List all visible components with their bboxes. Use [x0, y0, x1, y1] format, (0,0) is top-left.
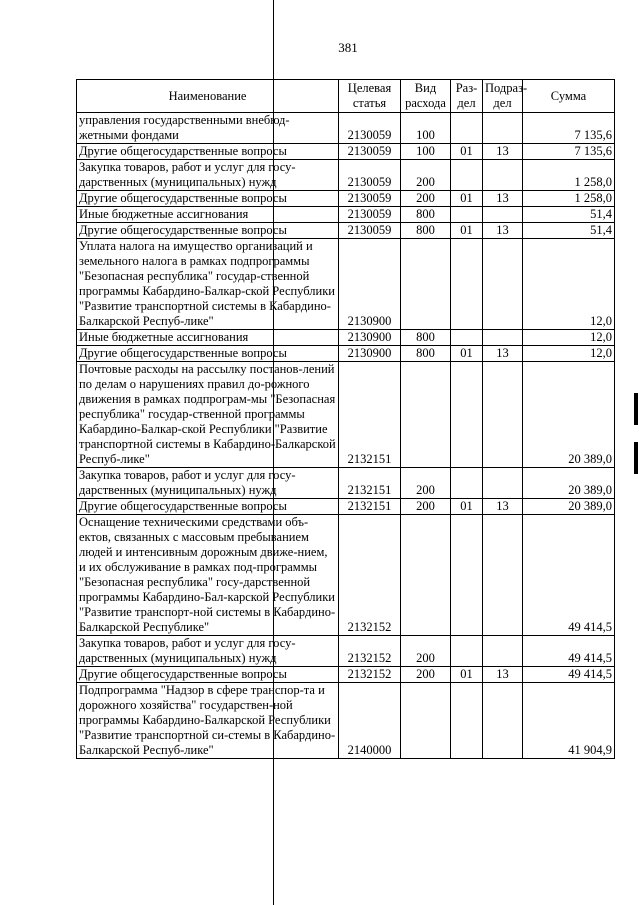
row-amount: 1 258,0 [523, 191, 615, 207]
table-row [77, 667, 615, 683]
row-target-article: 2130059 [339, 160, 401, 191]
budget-table [76, 79, 615, 759]
row-name: управления государственными внебюд-жетными фондами [77, 113, 339, 144]
row-name: Иные бюджетные ассигнования [77, 330, 339, 346]
row-amount: 49 414,5 [523, 636, 615, 667]
row-subsection: 13 [483, 191, 523, 207]
row-name: Другие общегосударственные вопросы [77, 346, 339, 362]
page-number: 381 [338, 40, 358, 55]
row-subsection [483, 239, 523, 330]
row-name: Другие общегосударственные вопросы [77, 144, 339, 160]
header-amount: Сумма [523, 80, 615, 113]
row-expense-type: 800 [401, 207, 451, 223]
header-target-article: Целевая статья [339, 80, 401, 113]
table-row [77, 160, 615, 191]
row-subsection [483, 207, 523, 223]
row-section [451, 636, 483, 667]
row-name: Другие общегосударственные вопросы [77, 223, 339, 239]
row-expense-type: 800 [401, 223, 451, 239]
row-section [451, 113, 483, 144]
row-section [451, 362, 483, 468]
row-section: 01 [451, 223, 483, 239]
row-section [451, 683, 483, 759]
edge-mark-upper [634, 393, 638, 425]
row-name: Иные бюджетные ассигнования [77, 207, 339, 223]
table-row [77, 223, 615, 239]
row-subsection: 13 [483, 144, 523, 160]
row-subsection [483, 330, 523, 346]
row-name: Почтовые расходы на рассылку постанов-лений по делам о нарушениях правил до-рожного движения в рамках подпрограм-мы "Безопасная республика" государ-ственной программы Кабардино-Балкар-ской Республики "Развитие транспортной системы в Кабардино-Балкарской Респуб-лике" [77, 362, 339, 468]
header-section: Раз-дел [451, 80, 483, 113]
row-target-article: 2132152 [339, 667, 401, 683]
row-expense-type: 100 [401, 113, 451, 144]
row-section: 01 [451, 144, 483, 160]
table-row [77, 191, 615, 207]
row-section [451, 207, 483, 223]
row-expense-type: 100 [401, 144, 451, 160]
row-name: Закупка товаров, работ и услуг для госу-дарственных (муниципальных) нужд [77, 636, 339, 667]
row-expense-type [401, 515, 451, 636]
row-section [451, 239, 483, 330]
row-target-article: 2130059 [339, 223, 401, 239]
header-expense-type: Вид расхода [401, 80, 451, 113]
table-row [77, 207, 615, 223]
row-target-article: 2132151 [339, 499, 401, 515]
row-amount: 7 135,6 [523, 144, 615, 160]
row-name: Закупка товаров, работ и услуг для госу-дарственных (муниципальных) нужд [77, 468, 339, 499]
row-expense-type: 200 [401, 499, 451, 515]
row-amount: 41 904,9 [523, 683, 615, 759]
table-header-row [77, 80, 615, 113]
table-row [77, 515, 615, 636]
row-amount: 20 389,0 [523, 468, 615, 499]
row-target-article: 2130059 [339, 144, 401, 160]
row-name: Уплата налога на имущество организаций и земельного налога в рамках подпрограммы "Безопасная республика" государ-ственной программы Кабардино-Балкар-ской Республики "Развитие транспортной системы в Кабардино-Балкарской Респуб-лике" [77, 239, 339, 330]
row-expense-type: 200 [401, 667, 451, 683]
row-name: Закупка товаров, работ и услуг для госу-дарственных (муниципальных) нужд [77, 160, 339, 191]
row-amount: 20 389,0 [523, 362, 615, 468]
table-row [77, 362, 615, 468]
row-section [451, 515, 483, 636]
row-amount: 12,0 [523, 330, 615, 346]
table-body [77, 113, 615, 759]
row-target-article: 2132152 [339, 515, 401, 636]
row-expense-type: 200 [401, 468, 451, 499]
row-name: Другие общегосударственные вопросы [77, 667, 339, 683]
row-target-article: 2140000 [339, 683, 401, 759]
row-expense-type [401, 683, 451, 759]
table-row [77, 330, 615, 346]
row-section: 01 [451, 499, 483, 515]
row-section [451, 160, 483, 191]
header-name: Наименование [77, 80, 339, 113]
row-section [451, 330, 483, 346]
row-expense-type [401, 362, 451, 468]
row-target-article: 2130059 [339, 207, 401, 223]
row-target-article: 2130059 [339, 113, 401, 144]
row-target-article: 2130059 [339, 191, 401, 207]
table-row [77, 239, 615, 330]
table-row [77, 113, 615, 144]
row-subsection: 13 [483, 667, 523, 683]
row-amount: 51,4 [523, 223, 615, 239]
table-row [77, 346, 615, 362]
table-row [77, 144, 615, 160]
row-subsection [483, 113, 523, 144]
row-target-article: 2130900 [339, 346, 401, 362]
edge-mark-lower [634, 442, 638, 474]
table-row [77, 499, 615, 515]
row-amount: 12,0 [523, 346, 615, 362]
row-amount: 7 135,6 [523, 113, 615, 144]
row-subsection [483, 468, 523, 499]
row-expense-type: 200 [401, 191, 451, 207]
table-row [77, 683, 615, 759]
row-section [451, 468, 483, 499]
row-amount: 12,0 [523, 239, 615, 330]
row-subsection [483, 160, 523, 191]
row-amount: 1 258,0 [523, 160, 615, 191]
row-expense-type: 200 [401, 636, 451, 667]
row-subsection [483, 683, 523, 759]
row-section: 01 [451, 191, 483, 207]
row-subsection: 13 [483, 499, 523, 515]
row-expense-type: 800 [401, 330, 451, 346]
row-expense-type: 200 [401, 160, 451, 191]
row-amount: 51,4 [523, 207, 615, 223]
row-target-article: 2130900 [339, 330, 401, 346]
row-subsection: 13 [483, 223, 523, 239]
row-subsection: 13 [483, 346, 523, 362]
row-target-article: 2132152 [339, 636, 401, 667]
row-target-article: 2130900 [339, 239, 401, 330]
row-subsection [483, 362, 523, 468]
row-amount: 20 389,0 [523, 499, 615, 515]
row-subsection [483, 636, 523, 667]
row-name: Оснащение техническими средствами объ-ектов, связанных с массовым пребыванием людей и интенсивным дорожным движе-нием, и их обслуживание в рамках под-программы "Безопасная республика" госу-дарственной программы Кабардино-Бал-карской Республики "Развитие транспорт-ной системы в Кабардино-Балкарской Республике" [77, 515, 339, 636]
row-target-article: 2132151 [339, 468, 401, 499]
row-target-article: 2132151 [339, 362, 401, 468]
row-section: 01 [451, 346, 483, 362]
row-expense-type: 800 [401, 346, 451, 362]
row-section: 01 [451, 667, 483, 683]
header-subsection: Подраз-дел [483, 80, 523, 113]
table-row [77, 636, 615, 667]
row-subsection [483, 515, 523, 636]
row-expense-type [401, 239, 451, 330]
row-name: Подпрограмма "Надзор в сфере транспор-та и дорожного хозяйства" государствен-ной программы Кабардино-Балкарской Республики "Развитие транспортной си-стемы в Кабардино-Балкарской Респуб-лике" [77, 683, 339, 759]
row-amount: 49 414,5 [523, 515, 615, 636]
table-row [77, 468, 615, 499]
row-name: Другие общегосударственные вопросы [77, 191, 339, 207]
row-name: Другие общегосударственные вопросы [77, 499, 339, 515]
row-amount: 49 414,5 [523, 667, 615, 683]
